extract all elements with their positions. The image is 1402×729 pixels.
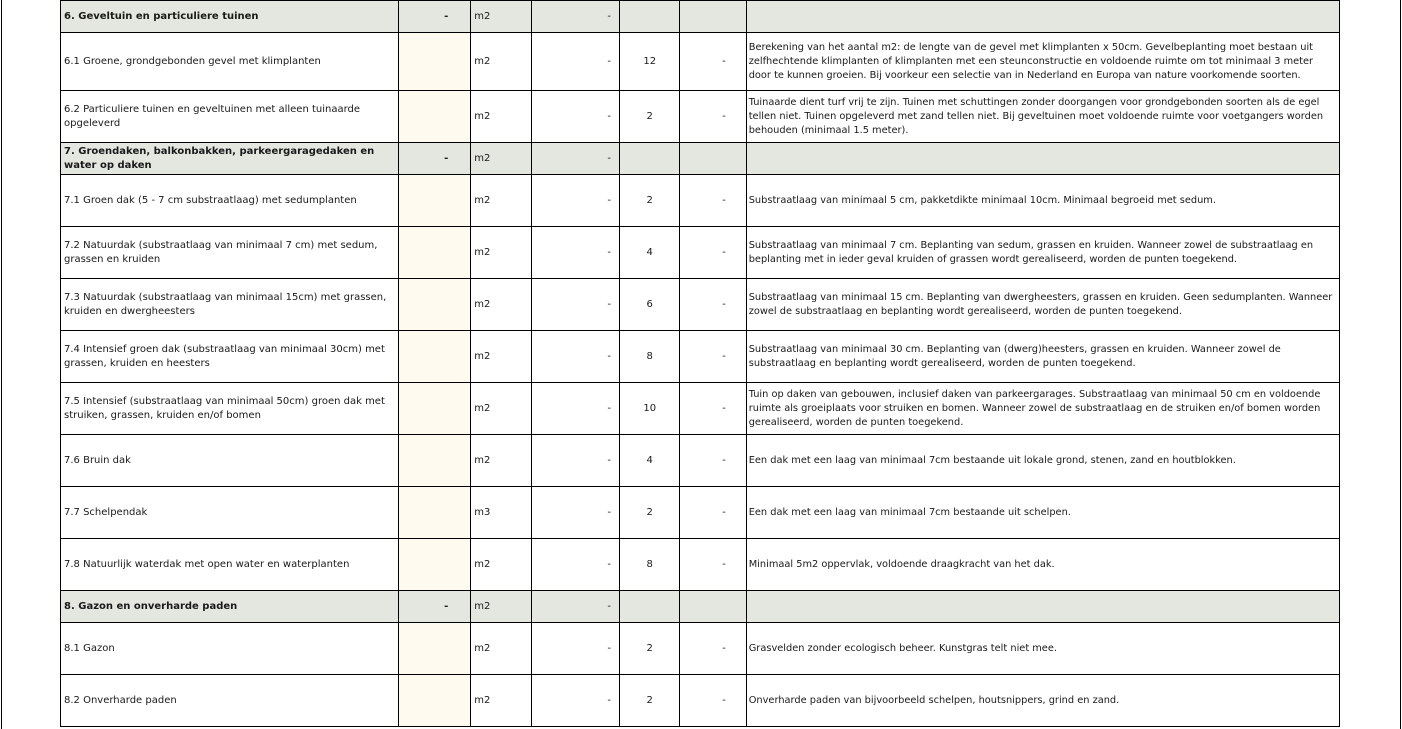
points-cell: 4 xyxy=(620,227,680,279)
description-cell xyxy=(746,591,1339,623)
unit-cell: m2 xyxy=(471,591,531,623)
input-cell[interactable] xyxy=(398,539,470,591)
section-header-row xyxy=(61,1,1340,33)
input-cell[interactable] xyxy=(398,175,470,227)
table-row xyxy=(61,33,1340,91)
quantity-cell: - xyxy=(531,1,619,33)
item-label-cell: 7.6 Bruin dak xyxy=(61,435,399,487)
result-cell: - xyxy=(680,623,746,675)
table-row xyxy=(61,383,1340,435)
quantity-cell: - xyxy=(531,435,619,487)
quantity-cell: - xyxy=(531,487,619,539)
item-label-cell: 6.2 Particuliere tuinen en geveltuinen met alleen tuinaarde opgeleverd xyxy=(61,91,399,143)
quantity-cell: - xyxy=(531,383,619,435)
result-cell: - xyxy=(680,435,746,487)
table-row xyxy=(61,435,1340,487)
item-label-cell: 7.7 Schelpendak xyxy=(61,487,399,539)
unit-cell: m2 xyxy=(471,91,531,143)
table-row xyxy=(61,675,1340,727)
unit-cell: m2 xyxy=(471,33,531,91)
input-cell[interactable] xyxy=(398,91,470,143)
sheet-right-border xyxy=(1400,0,1401,729)
result-cell: - xyxy=(680,331,746,383)
section-subtotal-cell: - xyxy=(398,143,470,175)
result-cell: - xyxy=(680,175,746,227)
result-cell: - xyxy=(680,227,746,279)
unit-cell: m2 xyxy=(471,435,531,487)
unit-cell: m2 xyxy=(471,675,531,727)
result-cell xyxy=(680,1,746,33)
quantity-cell: - xyxy=(531,331,619,383)
section-title-cell: 7. Groendaken, balkonbakken, parkeergaragedaken en water op daken xyxy=(61,143,399,175)
description-cell: Substraatlaag van minimaal 15 cm. Beplanting van dwergheesters, grassen en kruiden. Geen sedumplanten. Wanneer zowel de substraatlaag en beplanting wordt gerealiseerd, worden de punten toegekend. xyxy=(746,279,1339,331)
quantity-cell: - xyxy=(531,227,619,279)
section-title-cell: 6. Geveltuin en particuliere tuinen xyxy=(61,1,399,33)
points-cell: 10 xyxy=(620,383,680,435)
description-cell: Minimaal 5m2 oppervlak, voldoende draagkracht van het dak. xyxy=(746,539,1339,591)
points-cell: 6 xyxy=(620,279,680,331)
unit-cell: m2 xyxy=(471,539,531,591)
quantity-cell: - xyxy=(531,623,619,675)
item-label-cell: 7.1 Groen dak (5 - 7 cm substraatlaag) met sedumplanten xyxy=(61,175,399,227)
unit-cell: m2 xyxy=(471,279,531,331)
points-cell: 2 xyxy=(620,623,680,675)
result-cell: - xyxy=(680,33,746,91)
unit-cell: m2 xyxy=(471,227,531,279)
result-cell: - xyxy=(680,91,746,143)
description-cell: Substraatlaag van minimaal 5 cm, pakketdikte minimaal 10cm. Minimaal begroeid met sedum. xyxy=(746,175,1339,227)
unit-cell: m2 xyxy=(471,143,531,175)
input-cell[interactable] xyxy=(398,279,470,331)
table-row xyxy=(61,91,1340,143)
description-cell: Tuin op daken van gebouwen, inclusief daken van parkeergarages. Substraatlaag van minimaal 50 cm en voldoende ruimte als groeiplaats voor struiken en bomen. Wanneer zowel de substraatlaag en de struiken en/of bomen worden gerealiseerd, worden de punten toegekend. xyxy=(746,383,1339,435)
unit-cell: m2 xyxy=(471,383,531,435)
description-cell: Een dak met een laag van minimaal 7cm bestaande uit schelpen. xyxy=(746,487,1339,539)
result-cell xyxy=(680,591,746,623)
description-cell: Tuinaarde dient turf vrij te zijn. Tuinen met schuttingen zonder doorgangen voor grondgebonden soorten als de egel tellen niet. Tuinen opgeleverd met zand tellen niet. Bij geveltuinen moet voldoende ruimte voor voetgangers worden behouden (minimaal 1.5 meter). xyxy=(746,91,1339,143)
spreadsheet-table xyxy=(60,0,1340,727)
table-row xyxy=(61,331,1340,383)
input-cell[interactable] xyxy=(398,487,470,539)
input-cell[interactable] xyxy=(398,675,470,727)
description-cell: Substraatlaag van minimaal 7 cm. Beplanting van sedum, grassen en kruiden. Wanneer zowel de substraatlaag en beplanting met in ieder geval kruiden of grassen wordt gerealiseerd, worden de punten toegekend. xyxy=(746,227,1339,279)
points-cell: 4 xyxy=(620,435,680,487)
description-cell xyxy=(746,143,1339,175)
table-row xyxy=(61,487,1340,539)
section-header-row xyxy=(61,591,1340,623)
result-cell: - xyxy=(680,539,746,591)
unit-cell: m2 xyxy=(471,175,531,227)
quantity-cell: - xyxy=(531,591,619,623)
input-cell[interactable] xyxy=(398,227,470,279)
item-label-cell: 7.4 Intensief groen dak (substraatlaag van minimaal 30cm) met grassen, kruiden en heesters xyxy=(61,331,399,383)
item-label-cell: 8.1 Gazon xyxy=(61,623,399,675)
input-cell[interactable] xyxy=(398,33,470,91)
points-cell: 12 xyxy=(620,33,680,91)
points-cell: 2 xyxy=(620,487,680,539)
item-label-cell: 7.8 Natuurlijk waterdak met open water en waterplanten xyxy=(61,539,399,591)
item-label-cell: 8.2 Onverharde paden xyxy=(61,675,399,727)
quantity-cell: - xyxy=(531,33,619,91)
unit-cell: m3 xyxy=(471,487,531,539)
result-cell: - xyxy=(680,383,746,435)
quantity-cell: - xyxy=(531,143,619,175)
description-cell: Onverharde paden van bijvoorbeeld schelpen, houtsnippers, grind en zand. xyxy=(746,675,1339,727)
input-cell[interactable] xyxy=(398,383,470,435)
table-row xyxy=(61,227,1340,279)
description-cell: Een dak met een laag van minimaal 7cm bestaande uit lokale grond, stenen, zand en houtblokken. xyxy=(746,435,1339,487)
result-cell: - xyxy=(680,279,746,331)
points-cell: 2 xyxy=(620,675,680,727)
table-row xyxy=(61,539,1340,591)
points-cell xyxy=(620,591,680,623)
points-cell xyxy=(620,143,680,175)
result-cell: - xyxy=(680,675,746,727)
points-cell: 2 xyxy=(620,91,680,143)
sheet-left-border xyxy=(1,0,2,729)
description-cell: Berekening van het aantal m2: de lengte van de gevel met klimplanten x 50cm. Gevelbeplanting moet bestaan uit zelfhechtende klimplanten of klimplanten met een steunconstructie en voldoende ruimte om tot minimaal 3 meter door te kunnen groeien. Bij voorkeur een selectie van in Nederland en Europa van nature voorkomende soorten. xyxy=(746,33,1339,91)
table-row xyxy=(61,175,1340,227)
item-label-cell: 7.5 Intensief (substraatlaag van minimaal 50cm) groen dak met struiken, grassen, kruiden en/of bomen xyxy=(61,383,399,435)
section-title-cell: 8. Gazon en onverharde paden xyxy=(61,591,399,623)
result-cell xyxy=(680,143,746,175)
points-cell xyxy=(620,1,680,33)
points-cell: 8 xyxy=(620,539,680,591)
description-cell: Substraatlaag van minimaal 30 cm. Beplanting van (dwerg)heesters, grassen en kruiden. Wanneer zowel de substraatlaag en beplanting wordt gerealiseerd, worden de punten toegekend. xyxy=(746,331,1339,383)
description-cell xyxy=(746,1,1339,33)
table-row xyxy=(61,279,1340,331)
input-cell[interactable] xyxy=(398,623,470,675)
unit-cell: m2 xyxy=(471,1,531,33)
section-subtotal-cell: - xyxy=(398,1,470,33)
quantity-cell: - xyxy=(531,175,619,227)
points-cell: 2 xyxy=(620,175,680,227)
points-cell: 8 xyxy=(620,331,680,383)
section-header-row xyxy=(61,143,1340,175)
unit-cell: m2 xyxy=(471,623,531,675)
quantity-cell: - xyxy=(531,279,619,331)
item-label-cell: 6.1 Groene, grondgebonden gevel met klimplanten xyxy=(61,33,399,91)
input-cell[interactable] xyxy=(398,331,470,383)
section-subtotal-cell: - xyxy=(398,591,470,623)
table-row xyxy=(61,623,1340,675)
unit-cell: m2 xyxy=(471,331,531,383)
description-cell: Grasvelden zonder ecologisch beheer. Kunstgras telt niet mee. xyxy=(746,623,1339,675)
item-label-cell: 7.3 Natuurdak (substraatlaag van minimaal 15cm) met grassen, kruiden en dwergheesters xyxy=(61,279,399,331)
result-cell: - xyxy=(680,487,746,539)
item-label-cell: 7.2 Natuurdak (substraatlaag van minimaal 7 cm) met sedum, grassen en kruiden xyxy=(61,227,399,279)
input-cell[interactable] xyxy=(398,435,470,487)
quantity-cell: - xyxy=(531,539,619,591)
quantity-cell: - xyxy=(531,675,619,727)
quantity-cell: - xyxy=(531,91,619,143)
